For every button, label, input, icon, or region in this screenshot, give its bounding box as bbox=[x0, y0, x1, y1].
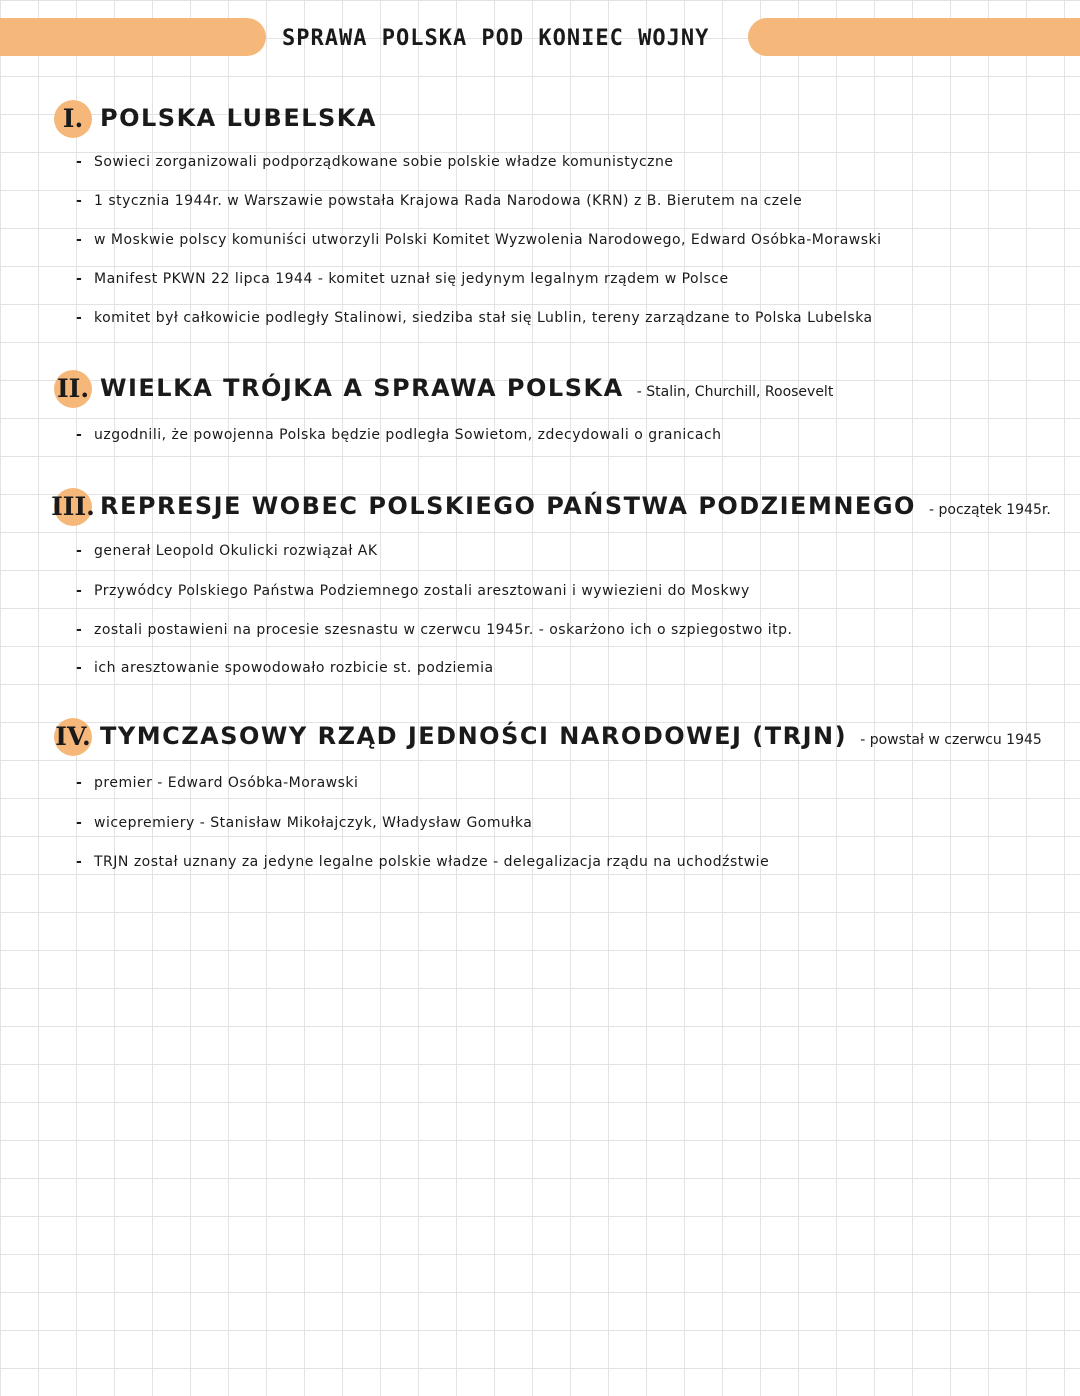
title-banner-right bbox=[748, 18, 1080, 56]
section-heading bbox=[100, 374, 833, 402]
page-title: SPRAWA POLSKA POD KONIEC WOJNY bbox=[282, 26, 710, 51]
section-number: II. bbox=[56, 374, 90, 403]
section-number: IV. bbox=[55, 722, 91, 751]
list-item: - w Moskwie polscy komuniści utworzyli Polski Komitet Wyzwolenia Narodowego, Edward Osóbka-Morawski bbox=[76, 232, 882, 248]
list-item: - premier - Edward Osóbka-Morawski bbox=[76, 775, 359, 791]
section-heading-note: - początek 1945r. bbox=[929, 502, 1051, 518]
section-heading bbox=[100, 722, 1042, 750]
section-heading-note: - powstał w czerwcu 1945 bbox=[860, 732, 1042, 748]
section-heading-text: WIELKA TRÓJKA A SPRAWA POLSKA bbox=[100, 374, 624, 402]
section-number: I. bbox=[62, 104, 84, 133]
list-item: - Manifest PKWN 22 lipca 1944 - komitet uznał się jedynym legalnym rządem w Polsce bbox=[76, 271, 729, 287]
list-item: - komitet był całkowicie podległy Stalinowi, siedziba stał się Lublin, tereny zarządzane to Polska Lubelska bbox=[76, 310, 873, 326]
section-heading-note: - Stalin, Churchill, Roosevelt bbox=[636, 384, 834, 400]
title-banner-left bbox=[0, 18, 266, 56]
list-item: - ich aresztowanie spowodowało rozbicie st. podziemia bbox=[76, 660, 494, 676]
list-item: - uzgodnili, że powojenna Polska będzie podległa Sowietom, zdecydowali o granicach bbox=[76, 427, 722, 443]
section-heading-text: TYMCZASOWY RZĄD JEDNOŚCI NARODOWEJ (TRJN) bbox=[100, 722, 848, 750]
list-item: - Sowieci zorganizowali podporządkowane sobie polskie władze komunistyczne bbox=[76, 154, 674, 170]
section-heading bbox=[100, 104, 385, 132]
list-item: - Przywódcy Polskiego Państwa Podziemnego zostali aresztowani i wywiezieni do Moskwy bbox=[76, 583, 750, 599]
list-item: - TRJN został uznany za jedyne legalne polskie władze - delegalizacja rządu na uchodźstwie bbox=[76, 854, 770, 870]
section-number: III. bbox=[51, 492, 95, 521]
list-item: - generał Leopold Okulicki rozwiązał AK bbox=[76, 543, 378, 559]
section-heading-text: REPRESJE WOBEC POLSKIEGO PAŃSTWA PODZIEMNEGO bbox=[100, 492, 916, 520]
list-item: - wicepremiery - Stanisław Mikołajczyk, Władysław Gomułka bbox=[76, 815, 533, 831]
list-item: - 1 stycznia 1944r. w Warszawie powstała Krajowa Rada Narodowa (KRN) z B. Bierutem na czele bbox=[76, 193, 803, 209]
section-heading-text: POLSKA LUBELSKA bbox=[100, 104, 377, 132]
section-heading bbox=[100, 492, 1051, 520]
list-item: - zostali postawieni na procesie szesnastu w czerwcu 1945r. - oskarżono ich o szpiegostwo itp. bbox=[76, 622, 793, 638]
